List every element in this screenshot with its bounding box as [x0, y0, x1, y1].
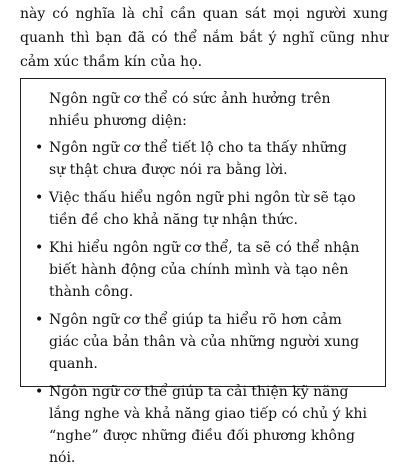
list-item	[35, 309, 367, 375]
callout-lead-text: Ngôn ngữ cơ thể có sức ảnh hưởng trên nhiều phương diện:	[49, 91, 331, 129]
bullet-list	[35, 137, 367, 469]
list-item-text: Ngôn ngữ cơ thể giúp ta cải thiện kỹ năng lắng nghe và khả năng giao tiếp có chủ ý khi “nghe” được những điều đối phương không nói.	[49, 384, 367, 466]
bullet-icon: •	[35, 312, 44, 328]
list-item	[35, 237, 367, 303]
list-item-text: Việc thấu hiểu ngôn ngữ phi ngôn từ sẽ tạo tiền đề cho khả năng tự nhận thức.	[49, 190, 356, 228]
callout-box	[20, 78, 386, 466]
list-item-text: Ngôn ngữ cơ thể giúp ta hiểu rõ hơn cảm giác của bản thân và của những người xung quanh.	[49, 312, 360, 372]
list-item-text: Ngôn ngữ cơ thể tiết lộ cho ta thấy những sự thật chưa được nói ra bằng lời.	[49, 140, 347, 178]
bullet-icon: •	[35, 384, 44, 400]
intro-paragraph: này có nghĩa là chỉ cần quan sát mọi người xung quanh thì bạn đã có thể nắm bắt ý nghĩ cũng như cảm xúc thầm kín của họ.	[20, 6, 388, 70]
list-item-text: Khi hiểu ngôn ngữ cơ thể, ta sẽ có thể nhận biết hành động của chính mình và tạo nên thành công.	[49, 240, 360, 300]
list-item	[35, 187, 367, 231]
list-item	[35, 137, 367, 181]
bullet-icon: •	[35, 190, 44, 206]
bullet-icon: •	[35, 240, 44, 256]
bullet-icon: •	[35, 140, 44, 156]
list-item	[35, 381, 367, 469]
